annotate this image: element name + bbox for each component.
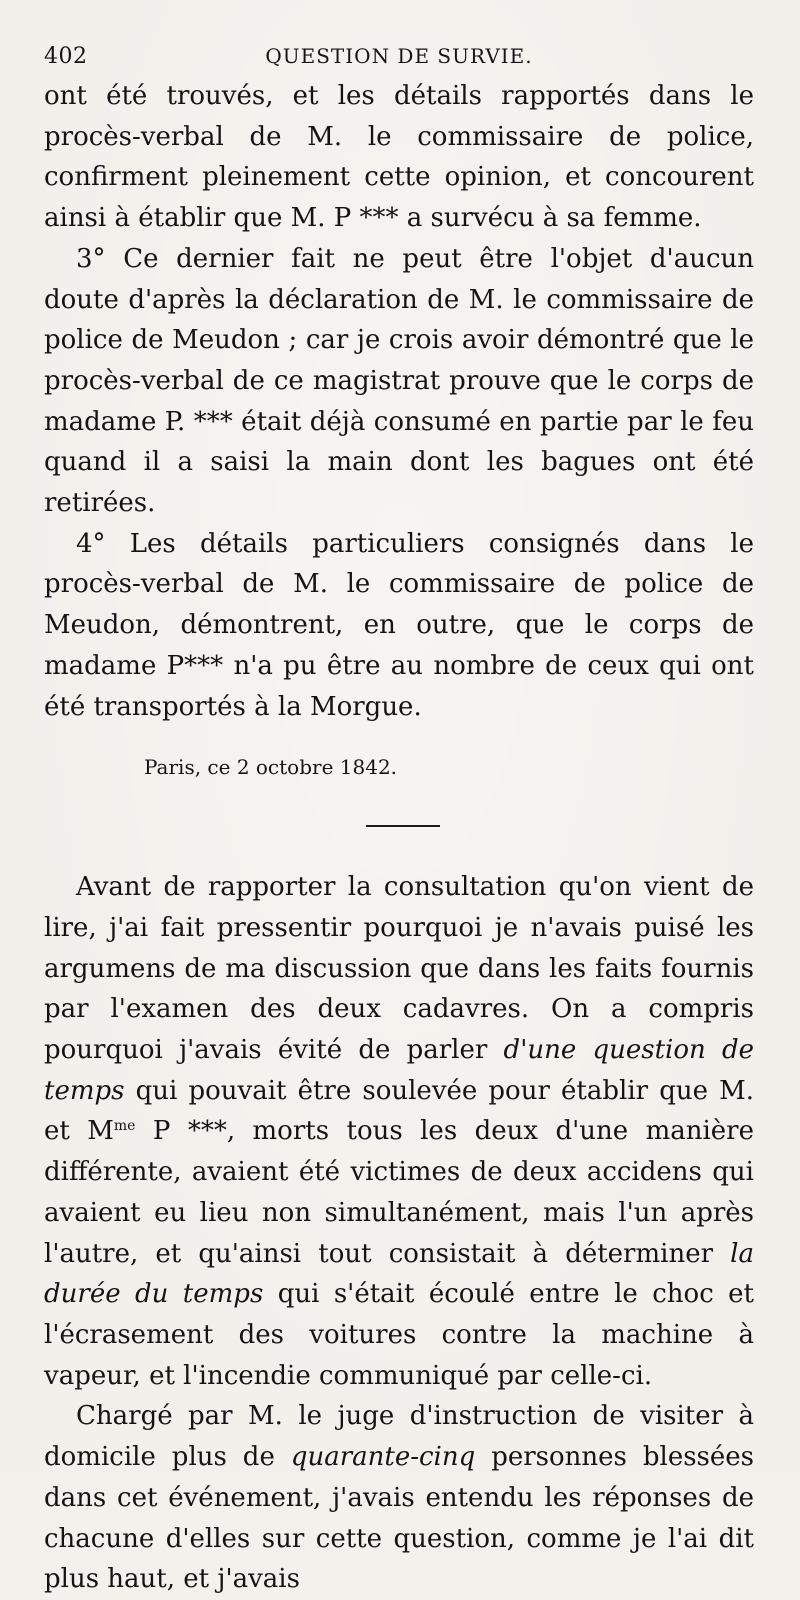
paragraph-continuation: ont été trouvés, et les détails rapportés dans le procès-verbal de M. le commissaire de police, confirment pleinement cette opinion, et concourent ainsi à établir que M. P *** a survécu à sa femme. (44, 81, 754, 234)
paragraph-investigation (44, 1396, 754, 1600)
italic-phrase: d'une question de temps (44, 1035, 755, 1106)
page-header (44, 40, 754, 76)
text-run: qui s'était écoulé entre le choc et l'écrasement des voitures contre la machine à vapeur, et l'incendie communiqué par celle-ci. (44, 1279, 755, 1391)
text-run: personnes blessées dans cet événement, j'avais entendu les réponses de chacune d'elles sur cette question, comme je l'ai dit plus haut, et j'avais (44, 1442, 755, 1595)
page-number: 402 (44, 44, 88, 69)
dateline: Paris, ce 2 octobre 1842. (144, 755, 398, 780)
running-head: QUESTION DE SURVIE. (265, 44, 533, 68)
text-run: Chargé par M. le juge d'instruction de visiter à domicile plus de (44, 1401, 754, 1473)
text-run: Avant de rapporter la consultation qu'on vient de lire, j'ai fait pressentir pourquoi je n'avais puisé les argumens de ma discussion que dans les faits fournis par l'examen des deux cadavres. On a compris pourquoi j'avais évité de parler (44, 872, 754, 1066)
text-run: P ***, morts tous les deux d'une manière différente, avaient été victimes de deux accidens qui avaient eu lieu non simultanément, mais l'un après l'autre, et qu'ainsi tout consistait à déterminer (44, 1116, 754, 1269)
paragraph-discussion (44, 867, 754, 1396)
italic-phrase: quarante-cinq (290, 1442, 476, 1473)
body-text (44, 76, 754, 1600)
paragraph-point-3: 3° Ce dernier fait ne peut être l'objet d'aucun doute d'après la déclaration de M. le commissaire de police de Meudon ; car je crois avoir démontré que le procès-verbal de ce magistrat prouve que le corps de madame P. *** était déjà consumé en partie par le feu quand il a saisi la main dont les bagues ont été retirées. (44, 243, 754, 519)
paragraph-point-4: 4° Les détails particuliers consignés dans le procès-verbal de M. le commissaire de police de Meudon, démontrent, en outre, que le corps de madame P*** n'a pu être au nombre de ceux qui ont été transportés à la Morgue. (44, 528, 754, 722)
italic-phrase: la durée du temps (44, 1238, 754, 1310)
text-run: qui pouvait être soulevée pour établir que M. et M (44, 1075, 754, 1147)
section-divider (366, 825, 440, 827)
superscript: me (113, 1118, 136, 1135)
